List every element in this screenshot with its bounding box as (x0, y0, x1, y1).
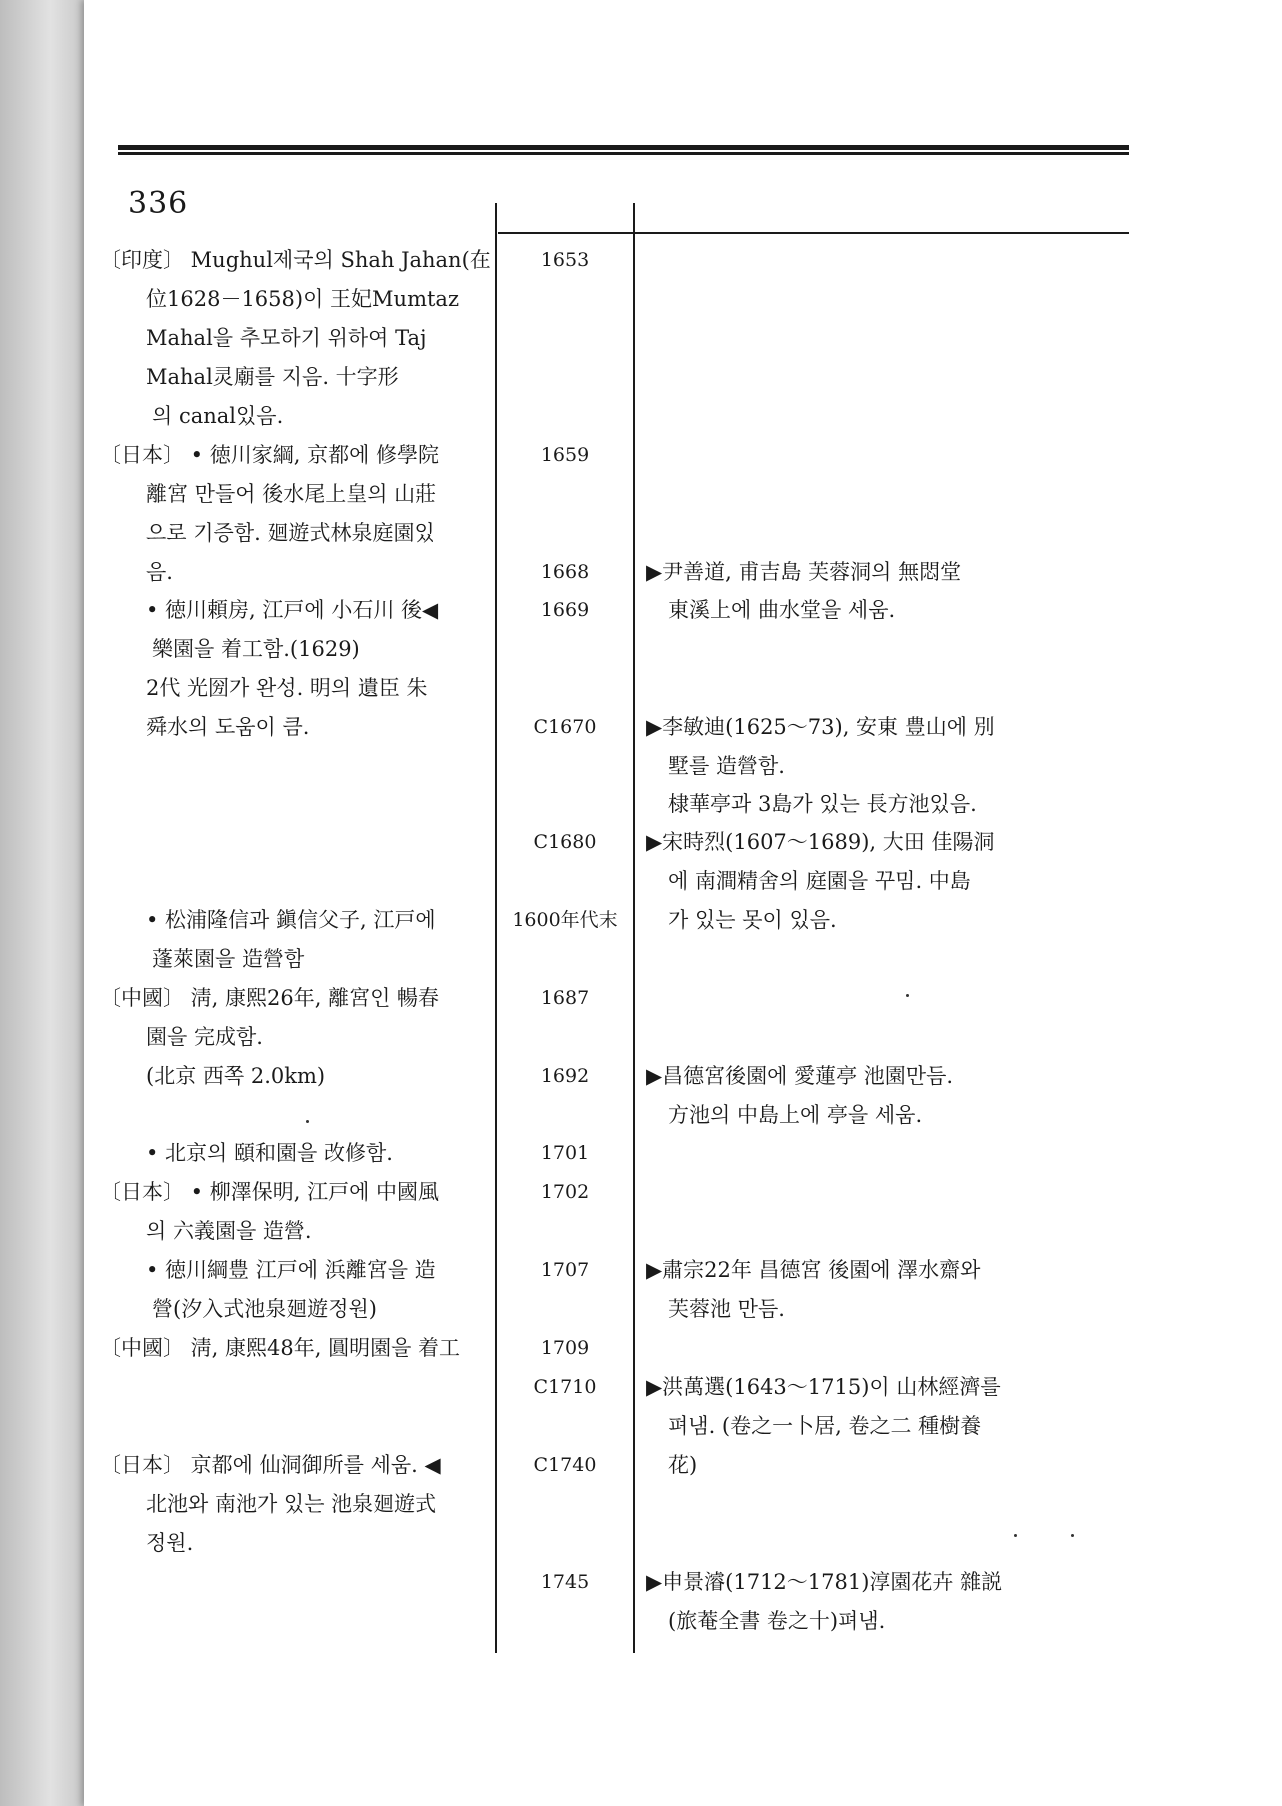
column-divider-right (633, 203, 635, 1653)
speck (906, 994, 909, 997)
event-text-line: 〔日本〕 • 徳川家綱, 京都에 修學院 (100, 443, 440, 467)
korea-event-line: ▶申景濬(1712～1781)淳園花卉 雜説 (646, 1570, 1003, 1594)
year-label: 1692 (540, 1065, 590, 1087)
korea-event-line: 펴냄. (卷之一卜居, 卷之二 種樹養 (668, 1414, 982, 1438)
event-text-line: 정원. (146, 1531, 194, 1555)
year-label: 1659 (540, 444, 590, 466)
event-text-line: 음. (146, 560, 173, 584)
korea-event-line: 棣華亭과 3島가 있는 長方池있음. (668, 792, 977, 816)
event-text-line: • 北京의 頤和園을 改修함. (146, 1141, 393, 1165)
korea-event-line: ▶洪萬選(1643～1715)이 山林經濟를 (646, 1375, 1001, 1399)
event-text-line: 蓬萊園을 造營함 (152, 947, 305, 971)
event-text-line: 北池와 南池가 있는 池泉廻遊式 (146, 1492, 437, 1516)
event-text-line: 의 六義園을 造營. (146, 1219, 312, 1243)
year-label: C1680 (533, 831, 597, 853)
korea-event-line: 芙蓉池 만듬. (668, 1297, 785, 1321)
year-label: 1745 (540, 1571, 590, 1593)
year-label: 1668 (540, 561, 590, 583)
event-text-line: (北京 西쪽 2.0km) (146, 1064, 326, 1088)
event-text-line: 位1628－1658)이 王妃Mumtaz (146, 287, 460, 311)
event-text-line: Mahal을 추모하기 위하여 Taj (146, 326, 427, 350)
year-label: 1702 (540, 1181, 590, 1203)
korea-event-line: 東溪上에 曲水堂을 세움. (668, 598, 896, 622)
header-rule (498, 232, 1129, 234)
event-text-line: Mahal灵廟를 지음. 十字形 (146, 365, 399, 389)
year-label: 1701 (540, 1142, 590, 1164)
event-text-line: 〔日本〕 • 柳澤保明, 江戸에 中國風 (100, 1180, 440, 1204)
korea-event-line: 가 있는 못이 있음. (668, 908, 837, 932)
korea-event-line: 에 南澗精舍의 庭園을 꾸밈. 中島 (668, 869, 971, 893)
event-text-line: • 松浦隆信과 鎭信父子, 江戸에 (146, 908, 436, 932)
korea-event-line: ▶尹善道, 甫吉島 芙蓉洞의 無悶堂 (646, 560, 962, 584)
speck (1014, 1534, 1017, 1537)
year-label: C1740 (533, 1454, 597, 1476)
speck (1071, 1534, 1074, 1537)
event-text-line: 〔中國〕 淸, 康熙48年, 圓明園을 着工 (100, 1336, 461, 1360)
year-label: 1600年代末 (512, 909, 618, 931)
year-label: 1687 (540, 987, 590, 1009)
korea-event-line: ▶昌德宮後園에 愛蓮亭 池園만듬. (646, 1064, 954, 1088)
year-label: 1709 (540, 1337, 590, 1359)
event-text-line: 으로 기증함. 廻遊式林泉庭園있 (146, 521, 435, 545)
event-text-line: 舜水의 도움이 큼. (146, 715, 310, 739)
event-text-line: 〔中國〕 淸, 康熙26年, 離宮인 暢春 (100, 986, 440, 1010)
korea-event-line: 花) (668, 1453, 698, 1477)
event-text-line: 2代 光圀가 완성. 明의 遺臣 朱 (146, 676, 428, 700)
korea-event-line: 墅를 造營함. (668, 754, 785, 778)
event-text-line: 樂園을 着工함.(1629) (152, 637, 360, 661)
korea-event-line: ▶宋時烈(1607～1689), 大田 佳陽洞 (646, 830, 995, 854)
event-text-line: • 徳川頼房, 江戸에 小石川 後◀ (146, 598, 439, 622)
top-double-rule (118, 145, 1129, 155)
event-text-line: 營(汐入式池泉廻遊정원) (152, 1297, 377, 1321)
korea-event-line: ▶李敏迪(1625～73), 安東 豊山에 別 (646, 715, 995, 739)
korea-event-line: 方池의 中島上에 亭을 세움. (668, 1103, 923, 1127)
korea-event-line: (旅菴全書 卷之十)펴냄. (668, 1609, 886, 1633)
event-text-line: 園을 完成함. (146, 1025, 263, 1049)
korea-event-line: ▶肅宗22年 昌德宮 後園에 澤水齋와 (646, 1258, 981, 1282)
event-text-line: 〔印度〕 Mughul제국의 Shah Jahan(在 (100, 248, 491, 272)
year-label: C1710 (533, 1376, 597, 1398)
event-text-line: 의 canal있음. (152, 404, 284, 428)
event-text-line: 〔日本〕 京都에 仙洞御所를 세움. ◀ (100, 1453, 441, 1477)
year-label: 1653 (540, 249, 590, 271)
year-label: 1707 (540, 1259, 590, 1281)
year-label: 1669 (540, 599, 590, 621)
event-text-line: 離宮 만들어 後水尾上皇의 山莊 (146, 482, 437, 506)
year-label: C1670 (533, 716, 597, 738)
book-edge (0, 0, 84, 1806)
event-text-line: • 徳川綱豊 江戸에 浜離宮을 造 (146, 1258, 436, 1282)
speck (306, 1120, 309, 1123)
page-number: 336 (128, 186, 189, 221)
